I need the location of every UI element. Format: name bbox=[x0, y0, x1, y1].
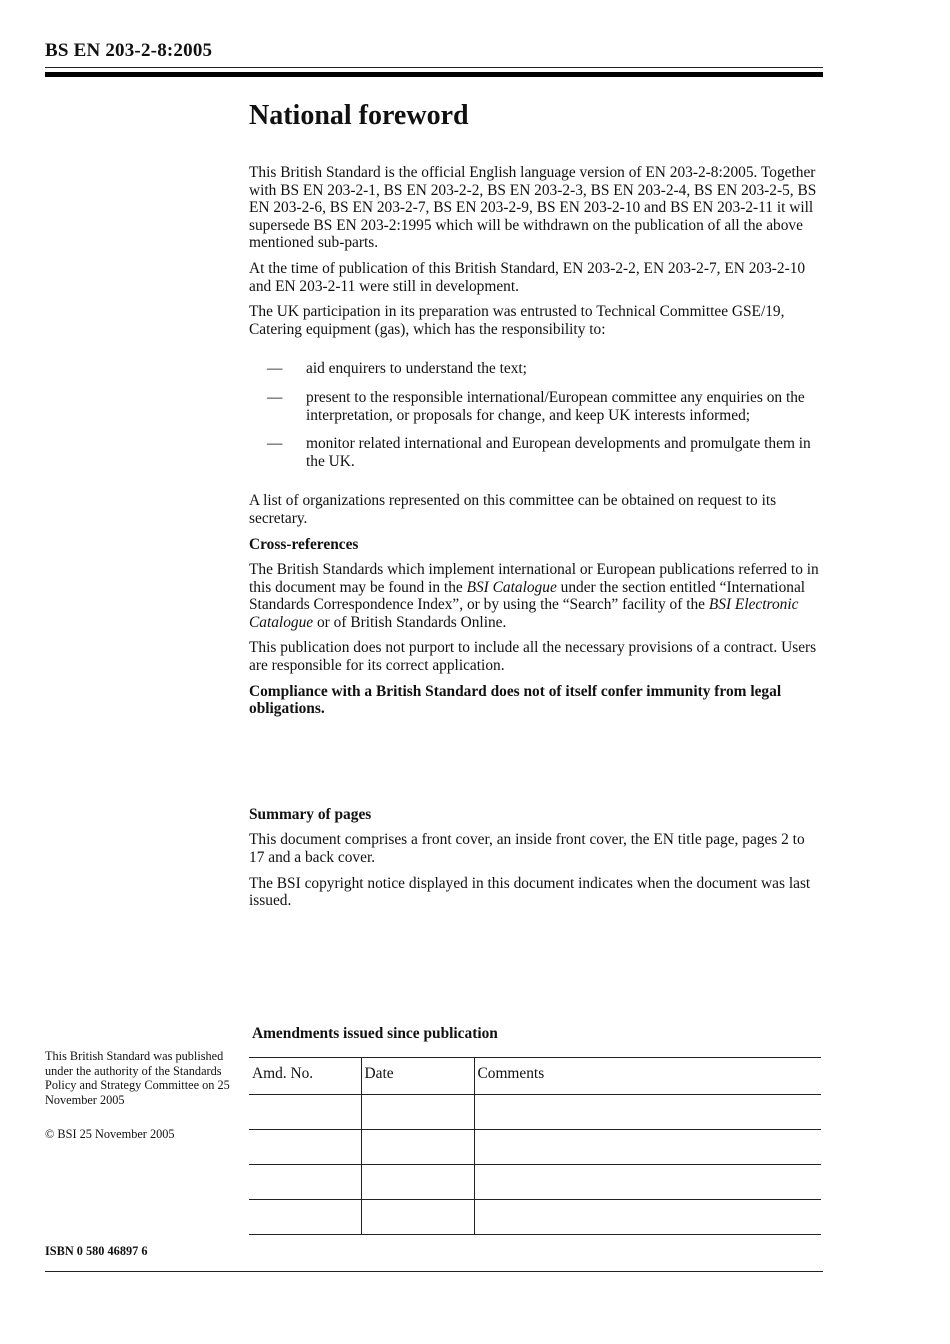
table-cell bbox=[474, 1200, 821, 1235]
copyright-notice-paragraph: The BSI copyright notice displayed in this document indicates when the document was last issued. bbox=[249, 874, 811, 910]
table-cell bbox=[474, 1095, 821, 1130]
compliance-statement: Compliance with a British Standard does not of itself confer immunity from legal obligations. bbox=[249, 682, 782, 718]
table-cell bbox=[249, 1165, 361, 1200]
table-cell bbox=[361, 1165, 474, 1200]
footer-rule bbox=[45, 1271, 823, 1272]
foreword-body bbox=[249, 164, 823, 918]
authority-note: This British Standard was published under the authority of the Standards Policy and Strategy Committee on 25 November 2005 bbox=[45, 1049, 230, 1107]
header-rule-thick bbox=[45, 72, 823, 77]
organizations-paragraph: A list of organizations represented on this committee can be obtained on request to its secretary. bbox=[249, 492, 777, 527]
list-item-text: aid enquirers to understand the text; bbox=[306, 360, 527, 378]
table-row bbox=[249, 1095, 821, 1130]
list-dash: — bbox=[267, 388, 283, 406]
list-dash: — bbox=[267, 435, 283, 453]
column-header-date: Date bbox=[361, 1058, 474, 1095]
summary-paragraph: This document comprises a front cover, an inside front cover, the EN title page, pages 2 to 17 and a back cover. bbox=[249, 831, 805, 867]
provisions-paragraph: This publication does not purport to include all the necessary provisions of a contract. Users are responsible for its correct application. bbox=[249, 639, 817, 675]
amendments-table bbox=[249, 1057, 821, 1235]
cross-ref-text: The British Standards which implement international or European publications referred to in this document may be found in the bbox=[249, 561, 819, 596]
list-item bbox=[249, 389, 823, 424]
table-row bbox=[249, 1200, 821, 1235]
list-item-text: present to the responsible international/European committee any enquiries on the interpretation, or proposals for change, and keep UK interests informed; bbox=[306, 388, 805, 424]
cross-references-paragraph bbox=[249, 561, 823, 631]
list-item bbox=[249, 360, 823, 378]
table-cell bbox=[361, 1095, 474, 1130]
bsi-catalogue-ref: BSI Catalogue bbox=[466, 578, 557, 596]
table-cell bbox=[474, 1165, 821, 1200]
cross-references-heading: Cross-references bbox=[249, 535, 359, 553]
isbn: ISBN 0 580 46897 6 bbox=[45, 1244, 148, 1258]
table-row bbox=[249, 1130, 821, 1165]
publication-sidebar bbox=[45, 1049, 235, 1162]
development-paragraph: At the time of publication of this British Standard, EN 203-2-2, EN 203-2-7, EN 203-2-10 and EN 203-2-11 were still in development. bbox=[249, 259, 806, 295]
amendments-header-row bbox=[249, 1058, 821, 1095]
section-gap bbox=[249, 726, 823, 806]
column-header-amd-no: Amd. No. bbox=[249, 1058, 361, 1095]
amendments-heading: Amendments issued since publication bbox=[252, 1025, 498, 1042]
summary-heading: Summary of pages bbox=[249, 805, 372, 823]
list-item-text: monitor related international and European developments and promulgate them in the UK. bbox=[306, 435, 811, 470]
table-cell bbox=[249, 1200, 361, 1235]
header-rule-thin bbox=[45, 67, 823, 68]
committee-paragraph: The UK participation in its preparation was entrusted to Technical Committee GSE/19, Catering equipment (gas), which has the responsibility to: bbox=[249, 303, 785, 338]
table-row bbox=[249, 1165, 821, 1200]
page-title: National foreword bbox=[249, 100, 469, 131]
table-cell bbox=[361, 1130, 474, 1165]
column-header-comments: Comments bbox=[474, 1058, 821, 1095]
bsi-electronic-catalogue-ref: BSI Electronic Catalogue bbox=[249, 596, 799, 631]
copyright-note: © BSI 25 November 2005 bbox=[45, 1127, 175, 1142]
table-cell bbox=[361, 1200, 474, 1235]
intro-paragraph: This British Standard is the official English language version of EN 203-2-8:2005. Together with BS EN 203-2-1, BS EN 203-2-2, BS EN 203-2-3, BS EN 203-2-4, BS EN 203-2-5, BS EN 203-2-6, BS EN 203-2-7, BS EN 203-2-9, BS EN 203-2-10 and BS EN 203-2-11 it will supersede BS EN 203-2:1995 which will be withdrawn on the publication of all the above mentioned sub-parts. bbox=[249, 164, 817, 252]
table-cell bbox=[249, 1095, 361, 1130]
list-item bbox=[249, 435, 823, 470]
amendments-section bbox=[249, 1025, 821, 1235]
table-cell bbox=[474, 1130, 821, 1165]
table-cell bbox=[249, 1130, 361, 1165]
list-dash: — bbox=[267, 360, 283, 378]
responsibility-list bbox=[249, 360, 823, 470]
cross-ref-text: under the section entitled “International Standards Correspondence Index”, or by using the “Search” facility of the bbox=[249, 578, 806, 614]
cross-ref-text: or of British Standards Online. bbox=[313, 613, 507, 631]
document-code: BS EN 203-2-8:2005 bbox=[45, 40, 213, 61]
